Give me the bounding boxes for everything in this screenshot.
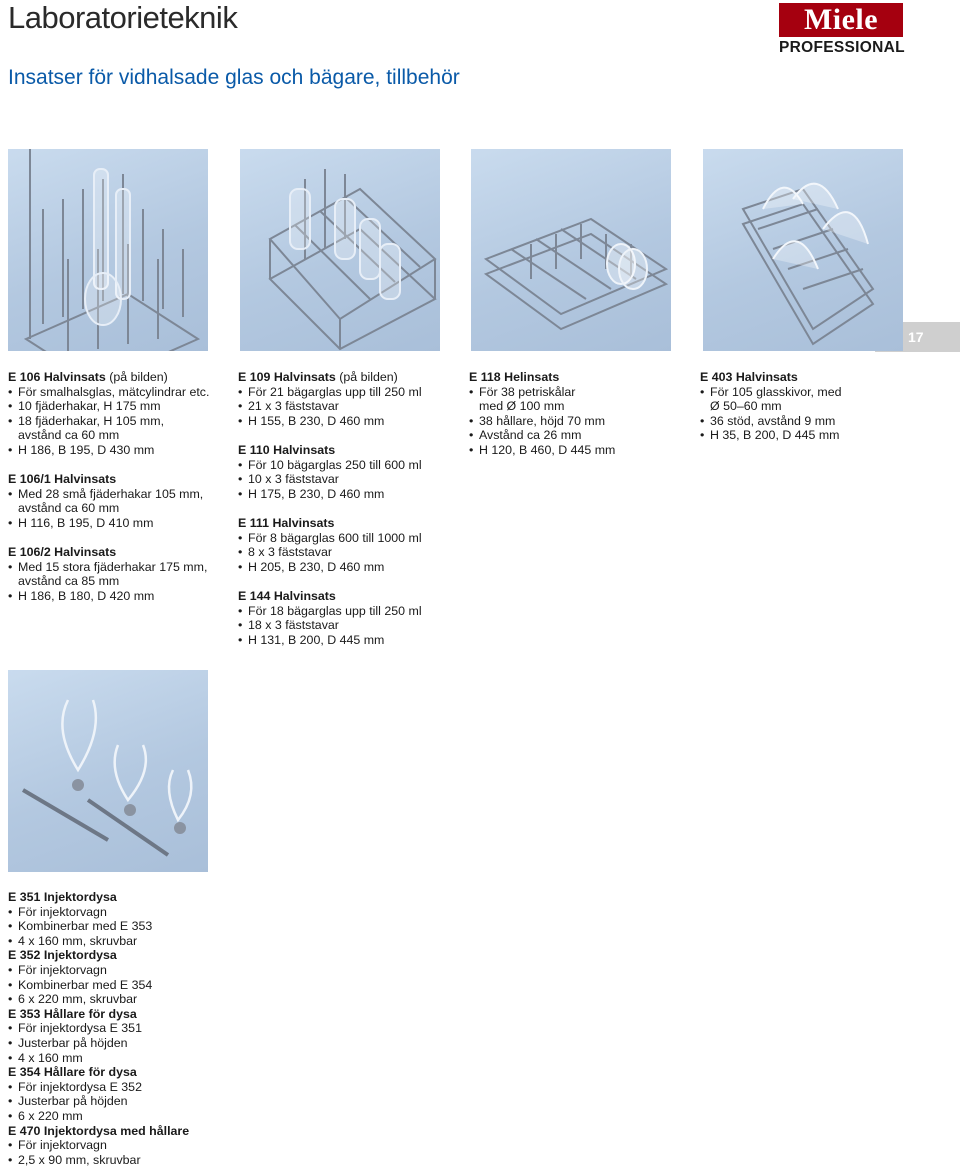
product-heading: E 110 Halvinsats: [238, 443, 422, 458]
spec-line: • För injektordysa E 351: [8, 1021, 189, 1036]
product-heading: E 352 Injektordysa: [8, 948, 189, 963]
page-title: Laboratorieteknik: [8, 0, 237, 36]
product-e106-2: [8, 545, 209, 603]
product-e118: [469, 370, 615, 458]
product-heading: E 354 Hållare för dysa: [8, 1065, 189, 1080]
product-e106-1: [8, 472, 209, 530]
product-heading: E 470 Injektordysa med hållare: [8, 1124, 189, 1139]
miele-logo: [779, 3, 903, 57]
spec-line: • H 186, B 195, D 430 mm: [8, 443, 209, 458]
product-heading: E 403 Halvinsats: [700, 370, 842, 385]
spec-line: • 2,5 x 90 mm, skruvbar: [8, 1153, 189, 1167]
spec-line: med Ø 100 mm: [469, 399, 615, 414]
product-column-4: [700, 370, 842, 443]
product-e403: [700, 370, 842, 443]
spec-line: • Med 28 små fjäderhakar 105 mm,: [8, 487, 209, 502]
spec-line: • För 105 glasskivor, med: [700, 385, 842, 400]
spec-line: • 21 x 3 fäststavar: [238, 399, 422, 414]
product-heading: E 144 Halvinsats: [238, 589, 422, 604]
spec-line: Ø 50–60 mm: [700, 399, 842, 414]
spec-line: • Avstånd ca 26 mm: [469, 428, 615, 443]
product-photo-e403: [703, 149, 903, 351]
product-note: (på bilden): [336, 370, 398, 384]
spec-line: avstånd ca 60 mm: [8, 501, 209, 516]
glass-slide-basket-illustration: [703, 149, 903, 351]
beaker-basket-illustration: [240, 149, 440, 351]
spec-line: • H 35, B 200, D 445 mm: [700, 428, 842, 443]
product-heading: E 353 Hållare för dysa: [8, 1007, 189, 1022]
spec-line: • För injektordysa E 352: [8, 1080, 189, 1095]
spec-line: • För injektorvagn: [8, 905, 189, 920]
product-photo-e118: [471, 149, 671, 351]
spec-line: • För 18 bägarglas upp till 250 ml: [238, 604, 422, 619]
product-e111: [238, 516, 422, 574]
spec-line: • 8 x 3 fäststavar: [238, 545, 422, 560]
spec-line: • H 120, B 460, D 445 mm: [469, 443, 615, 458]
spec-line: • 38 hållare, höjd 70 mm: [469, 414, 615, 429]
spec-line: • 4 x 160 mm, skruvbar: [8, 934, 189, 949]
spec-line: • För injektorvagn: [8, 963, 189, 978]
spec-line: • H 205, B 230, D 460 mm: [238, 560, 422, 575]
spec-line: • 6 x 220 mm: [8, 1109, 189, 1124]
product-heading: E 106/1 Halvinsats: [8, 472, 209, 487]
product-column-5: [8, 890, 189, 1167]
product-heading: E 118 Helinsats: [469, 370, 615, 385]
spec-line: • 10 x 3 fäststavar: [238, 472, 422, 487]
wire-basket-illustration: [8, 149, 208, 351]
spec-line: • Justerbar på höjden: [8, 1094, 189, 1109]
spec-line: • H 175, B 230, D 460 mm: [238, 487, 422, 502]
product-photo-e109: [240, 149, 440, 351]
product-e109: [238, 370, 422, 428]
spec-line: • H 155, B 230, D 460 mm: [238, 414, 422, 429]
page-number-tab: 17: [875, 322, 960, 352]
product-heading: E 109 Halvinsats (på bilden): [238, 370, 422, 385]
product-heading: E 111 Halvinsats: [238, 516, 422, 531]
product-photo-injectors: [8, 670, 208, 872]
page-subtitle: Insatser för vidhalsade glas och bägare, tillbehör: [8, 66, 460, 90]
product-e110: [238, 443, 422, 501]
spec-line: avstånd ca 85 mm: [8, 574, 209, 589]
spec-line: • 18 x 3 fäststavar: [238, 618, 422, 633]
product-note: (på bilden): [106, 370, 168, 384]
product-e470: [8, 1124, 189, 1167]
product-heading: E 106/2 Halvinsats: [8, 545, 209, 560]
logo-tagline: PROFESSIONAL: [779, 39, 903, 57]
spec-line: • För 38 petriskålar: [469, 385, 615, 400]
product-e144: [238, 589, 422, 647]
spec-line: • H 131, B 200, D 445 mm: [238, 633, 422, 648]
spec-line: • Justerbar på höjden: [8, 1036, 189, 1051]
spec-line: • Kombinerbar med E 354: [8, 978, 189, 993]
spec-line: • 10 fjäderhakar, H 175 mm: [8, 399, 209, 414]
spec-line: • För smalhalsglas, mätcylindrar etc.: [8, 385, 209, 400]
spec-line: • Kombinerbar med E 353: [8, 919, 189, 934]
spec-line: • 6 x 220 mm, skruvbar: [8, 992, 189, 1007]
product-e106: [8, 370, 209, 458]
product-e353: [8, 1007, 189, 1065]
spec-line: • För 10 bägarglas 250 till 600 ml: [238, 458, 422, 473]
product-heading: E 106 Halvinsats (på bilden): [8, 370, 209, 385]
spec-line: • 18 fjäderhakar, H 105 mm,: [8, 414, 209, 429]
logo-brand: Miele: [779, 3, 903, 37]
spec-line: • H 186, B 180, D 420 mm: [8, 589, 209, 604]
injector-nozzles-illustration: [8, 670, 208, 872]
product-column-1: [8, 370, 209, 618]
product-e351: [8, 890, 189, 948]
spec-line: • H 116, B 195, D 410 mm: [8, 516, 209, 531]
product-column-2: [238, 370, 422, 647]
product-photo-e106: [8, 149, 208, 351]
product-heading: E 351 Injektordysa: [8, 890, 189, 905]
product-e354: [8, 1065, 189, 1123]
product-column-3: [469, 370, 615, 458]
product-e352: [8, 948, 189, 1006]
spec-line: • För 21 bägarglas upp till 250 ml: [238, 385, 422, 400]
spec-line: • 36 stöd, avstånd 9 mm: [700, 414, 842, 429]
spec-line: • Med 15 stora fjäderhakar 175 mm,: [8, 560, 209, 575]
spec-line: avstånd ca 60 mm: [8, 428, 209, 443]
spec-line: • För 8 bägarglas 600 till 1000 ml: [238, 531, 422, 546]
spec-line: • 4 x 160 mm: [8, 1051, 189, 1066]
petri-basket-illustration: [471, 149, 671, 351]
spec-line: • För injektorvagn: [8, 1138, 189, 1153]
